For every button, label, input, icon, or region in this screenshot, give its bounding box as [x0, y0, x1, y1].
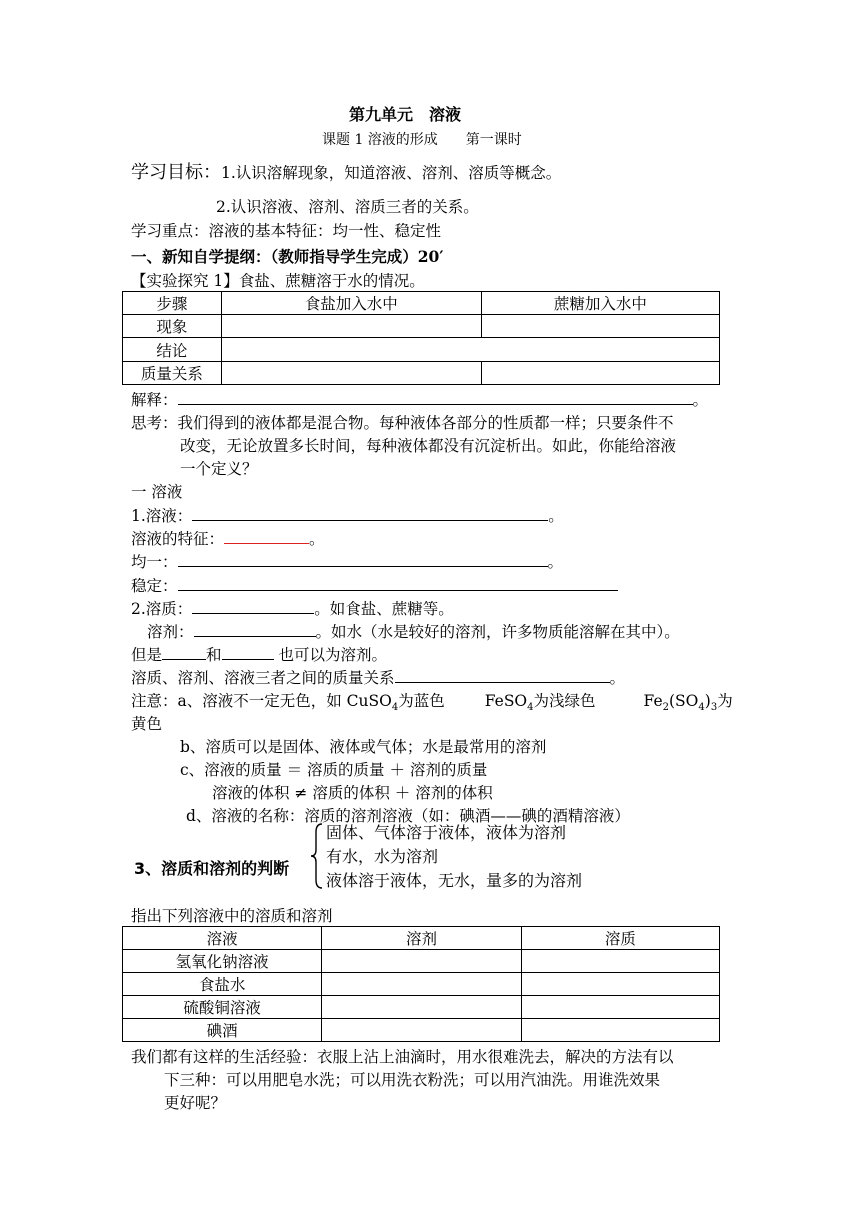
feature-label: 溶液的特征： [131, 530, 225, 548]
note-c-1: c、溶液的质量 ＝ 溶质的质量 ＋ 溶剂的质量 [180, 761, 488, 779]
note-a-green: 为浅绿色 [533, 692, 596, 710]
table-row-label: 碘酒 [123, 1019, 322, 1042]
table-cell[interactable] [221, 315, 481, 338]
table-header-cell: 蔗糖加入水中 [481, 292, 719, 315]
think-line-2: 改变，无论放置多长时间，每种液体都没有沉淀析出。如此，你能给溶液 [180, 437, 677, 455]
table-row-label: 质量关系 [123, 362, 222, 385]
page-title: 第九单元 溶液 [349, 105, 462, 124]
explain-blank[interactable] [178, 388, 693, 405]
life-line-1: 我们都有这样的生活经验：衣服上沾上油滴时，用水很难洗去，解决的方法有以 [131, 1048, 674, 1066]
judge-label: 3、溶质和溶剂的判断 [134, 859, 290, 878]
note-a-fe2: Fe [643, 692, 663, 710]
definition-line: 1.溶液： 。 [131, 504, 564, 527]
judge-rule-3: 液体溶于液体，无水，量多的为溶剂 [326, 871, 583, 890]
table-header-cell: 溶液 [123, 927, 322, 950]
note-a-feso4: FeSO [484, 692, 528, 710]
uniform-label: 均一： [131, 553, 178, 571]
solute-example: 。如食盐、蔗糖等。 [314, 600, 454, 618]
table-cell[interactable] [322, 973, 521, 996]
part-heading-1: 一 溶液 [131, 483, 183, 501]
solvent-label: 溶剂： [147, 623, 194, 641]
table-row [123, 973, 720, 996]
mass-relation-line: 溶质、溶剂、溶液三者之间的质量关系 。 [131, 666, 625, 689]
mass-relation-blank[interactable] [395, 666, 610, 683]
solute-label: 2.溶质： [131, 600, 193, 618]
note-a-line-1 [131, 690, 733, 719]
table-header-cell: 溶质 [521, 927, 719, 950]
identify-heading: 指出下列溶液中的溶质和溶剂 [131, 907, 333, 925]
page-subtitle: 课题 1 溶液的形成 第一课时 [322, 132, 522, 148]
learning-goals-label: 学习目标： [131, 162, 221, 183]
but-line [131, 643, 387, 666]
table-header-cell: 食盐加入水中 [221, 292, 481, 315]
experiment-table [122, 291, 720, 385]
life-line-2: 下三种：可以用肥皂水洗；可以用洗衣粉洗；可以用汽油洗。用谁洗效果 [164, 1071, 661, 1089]
stable-line [131, 574, 618, 597]
solvent-note: 。如水（水是较好的溶剂，许多物质能溶解在其中）。 [315, 623, 680, 641]
section-heading-1: 一、新知自学提纲：（教师指导学生完成）20′ [131, 247, 444, 266]
table-row [123, 1019, 720, 1042]
table-cell[interactable] [322, 1019, 521, 1042]
learning-goal-1: 1.认识溶解现象，知道溶液、溶剂、溶质等概念。 [221, 164, 562, 182]
explain-label: 解释： [131, 391, 178, 409]
definition-label: 1.溶液： [131, 507, 193, 525]
table-cell[interactable] [521, 973, 719, 996]
note-b: b、溶质可以是固体、液体或气体；水是最常用的溶剂 [180, 738, 547, 756]
subscript: 4 [391, 702, 399, 714]
table-cell[interactable] [481, 315, 719, 338]
think-line-3: 一个定义？ [180, 460, 258, 478]
solute-blank[interactable] [192, 597, 314, 614]
and-text: 和 [206, 646, 222, 664]
stable-blank[interactable] [178, 574, 618, 591]
table-row [123, 950, 720, 973]
subscript: 3 [710, 702, 718, 714]
table-row [123, 338, 720, 362]
table-cell[interactable] [521, 996, 719, 1019]
table-row-label: 氢氧化钠溶液 [123, 950, 322, 973]
subscript: 4 [527, 702, 534, 714]
table-cell[interactable] [481, 362, 719, 385]
experiment-heading: 【实验探究 1】食盐、蔗糖溶于水的情况。 [131, 272, 425, 290]
table-row [123, 362, 720, 385]
judge-rule-2: 有水，水为溶剂 [326, 847, 439, 866]
table-cell[interactable] [322, 950, 521, 973]
solute-line [131, 597, 454, 620]
table-row-label: 硫酸铜溶液 [123, 996, 322, 1019]
stable-label: 稳定： [131, 577, 178, 595]
learning-goals [131, 162, 561, 184]
but-text: 但是 [131, 646, 163, 664]
solvent-blank-3[interactable] [222, 643, 274, 660]
note-a-text: 注意：a、溶液不一定无色，如 CuSO [131, 692, 392, 710]
subscript: 2 [662, 702, 669, 714]
table-row [123, 996, 720, 1019]
feature-blank[interactable] [224, 527, 309, 544]
uniform-blank[interactable] [178, 550, 548, 567]
table-cell[interactable] [521, 1019, 719, 1042]
table-row [123, 315, 720, 338]
explain-line: 解释： 。 [131, 388, 708, 411]
table-row [123, 927, 720, 950]
solvent-blank-2[interactable] [162, 643, 206, 660]
subscript: 4 [698, 702, 705, 714]
definition-blank[interactable] [192, 504, 548, 521]
table-row [123, 292, 720, 315]
note-d: d、溶液的名称：溶质的溶剂溶液（如：碘酒——碘的酒精溶液） [186, 807, 630, 825]
solvent-blank[interactable] [194, 620, 316, 637]
table-cell[interactable] [221, 362, 481, 385]
table-cell[interactable] [322, 996, 521, 1019]
mass-relation-label: 溶质、溶剂、溶液三者之间的质量关系 [131, 669, 395, 687]
table-header-cell: 溶剂 [322, 927, 521, 950]
table-row-label: 结论 [123, 338, 222, 362]
table-header-cell: 步骤 [123, 292, 222, 315]
note-a-blue: 为蓝色 [398, 692, 445, 710]
note-a-paren: ) [704, 692, 711, 710]
but-tail-text: 也可以为溶剂。 [278, 646, 387, 664]
note-a-wei: 为 [717, 692, 733, 710]
brace-icon [310, 822, 324, 890]
learning-focus: 学习重点：溶液的基本特征：均一性、稳定性 [131, 222, 442, 240]
solvent-line [147, 620, 680, 643]
identify-table [122, 926, 720, 1042]
table-cell[interactable] [221, 338, 719, 362]
note-c-2: 溶液的体积 ≠ 溶质的体积 ＋ 溶剂的体积 [212, 784, 493, 802]
table-row-label: 现象 [123, 315, 222, 338]
judge-rule-1: 固体、气体溶于液体，液体为溶剂 [326, 823, 567, 842]
note-a-so4: (SO [669, 692, 699, 710]
learning-goal-2: 2.认识溶液、溶剂、溶质三者的关系。 [216, 198, 479, 216]
think-line-1: 思考：我们得到的液体都是混合物。每种液体各部分的性质都一样；只要条件不 [131, 414, 674, 432]
uniform-line: 均一： 。 [131, 550, 563, 573]
note-a-line-2: 黄色 [131, 715, 163, 733]
table-row-label: 食盐水 [123, 973, 322, 996]
table-cell[interactable] [521, 950, 719, 973]
life-line-3: 更好呢？ [164, 1094, 227, 1112]
feature-line: 溶液的特征： 。 [131, 527, 325, 550]
